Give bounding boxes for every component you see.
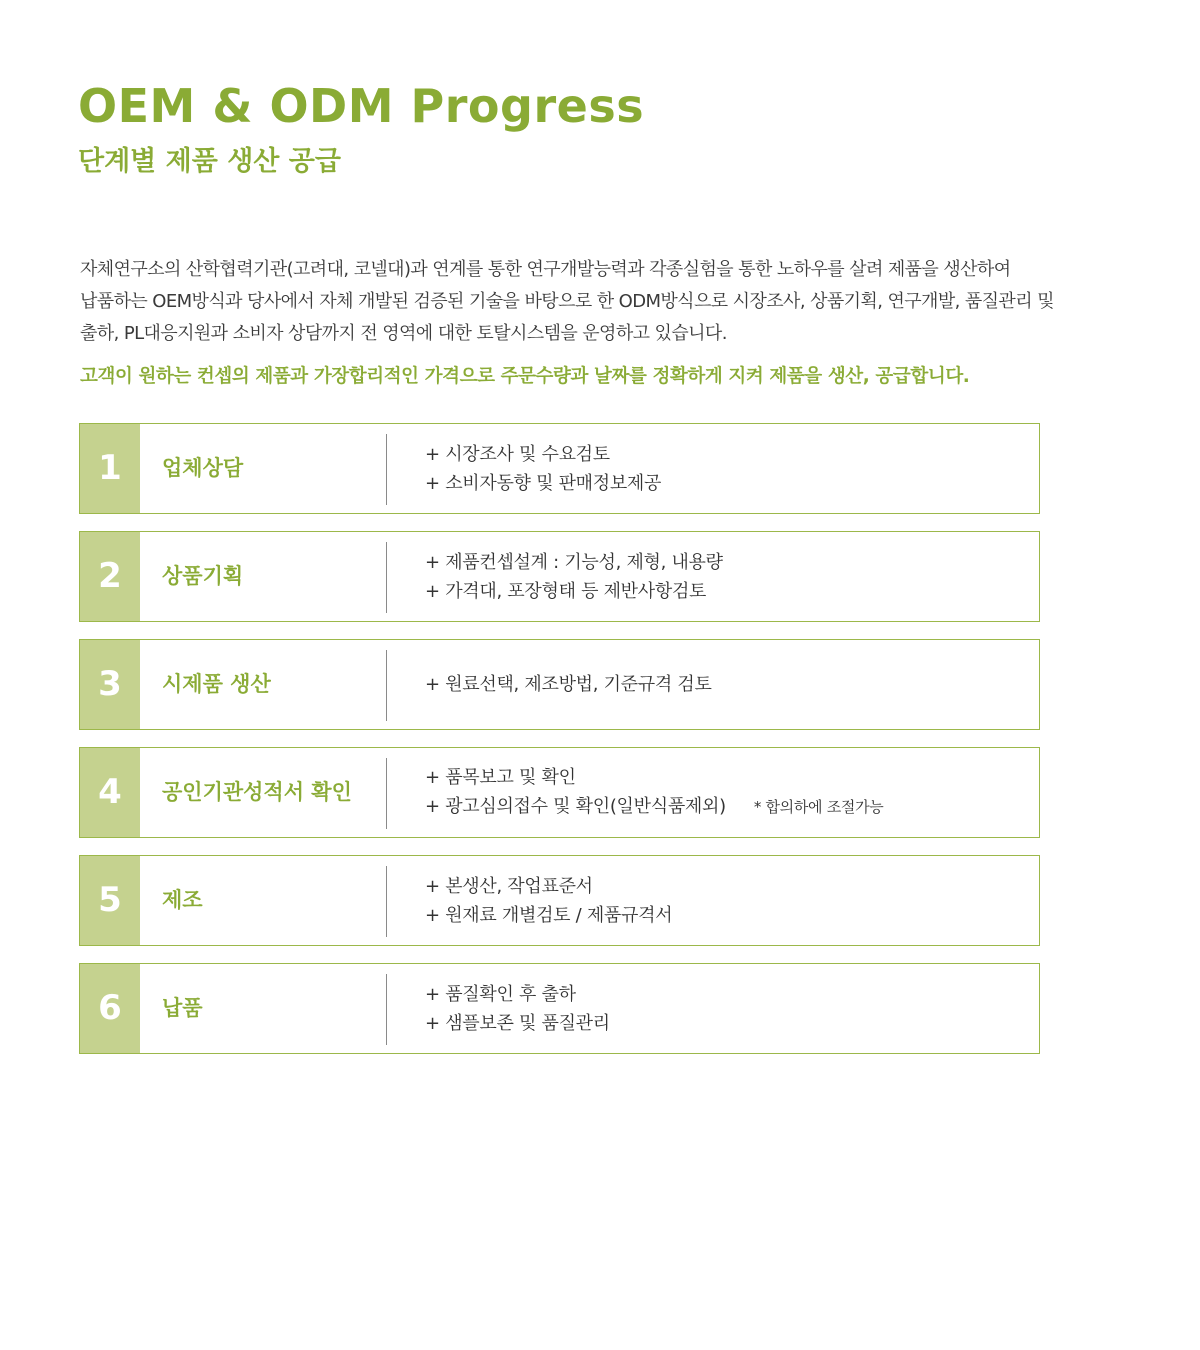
step-description-line: + 원재료 개별검토 / 제품규격서 [425,904,673,926]
step-description [425,964,1025,1053]
step-description-line: + 시장조사 및 수요검토 [425,443,610,465]
process-step [79,855,1040,946]
step-number: 6 [80,964,140,1053]
step-description-line: + 원료선택, 제조방법, 기준규격 검토 [425,674,712,695]
step-description-line: + 가격대, 포장형태 등 제반사항검토 [425,580,707,602]
step-number: 2 [80,532,140,621]
process-step [79,423,1040,514]
step-title: 상품기획 [162,564,244,588]
step-title: 납품 [162,996,203,1020]
step-description-line: + 소비자동향 및 판매정보제공 [425,472,662,494]
step-description-line [425,792,1025,822]
step-note: * 합의하에 조절가능 [753,798,884,816]
process-step [79,531,1040,622]
step-description-line: + 샘플보존 및 품질관리 [425,1012,610,1034]
step-divider [386,866,387,937]
intro-line: 자체연구소의 산학협력기관(고려대, 코넬대)과 연계를 통한 연구개발능력과 각종실험을 통한 노하우를 살려 제품을 생산하여 [80,259,1011,280]
step-divider [386,974,387,1045]
step-title: 공인기관성적서 확인 [162,780,352,804]
highlight-statement: 고객이 원하는 컨셉의 제품과 가장합리적인 가격으로 주문수량과 날짜를 정확하게 지켜 제품을 생산, 공급합니다. [80,366,970,387]
step-description [425,424,1025,513]
step-description [425,748,1025,837]
process-step [79,639,1040,730]
process-step [79,963,1040,1054]
step-number: 1 [80,424,140,513]
step-description-text: + 광고심의접수 및 확인(일반식품제외) [425,796,726,817]
step-divider [386,434,387,505]
step-divider [386,758,387,829]
intro-line: 납품하는 OEM방식과 당사에서 자체 개발된 검증된 기술을 바탕으로 한 ODM방식으로 시장조사, 상품기획, 연구개발, 품질관리 및 [80,291,1054,312]
step-description [425,640,1025,729]
page-title: OEM & ODM Progress [78,79,645,133]
step-description-line: + 제품컨셉설계 : 기능성, 제형, 내용량 [425,551,723,573]
step-description-line: + 본생산, 작업표준서 [425,875,593,897]
page-subtitle: 단계별 제품 생산 공급 [78,146,341,177]
step-divider [386,542,387,613]
step-title: 업체상담 [162,456,244,480]
step-description [425,856,1025,945]
step-title: 시제품 생산 [162,672,271,696]
step-number: 5 [80,856,140,945]
step-divider [386,650,387,721]
step-number: 4 [80,748,140,837]
intro-paragraph [80,254,1060,350]
step-description-line: + 품질확인 후 출하 [425,983,576,1005]
step-description-line: + 품목보고 및 확인 [425,767,576,788]
process-step [79,747,1040,838]
step-description [425,532,1025,621]
step-title: 제조 [162,888,203,912]
intro-line: 출하, PL대응지원과 소비자 상담까지 전 영역에 대한 토탈시스템을 운영하고 있습니다. [80,323,727,344]
step-number: 3 [80,640,140,729]
